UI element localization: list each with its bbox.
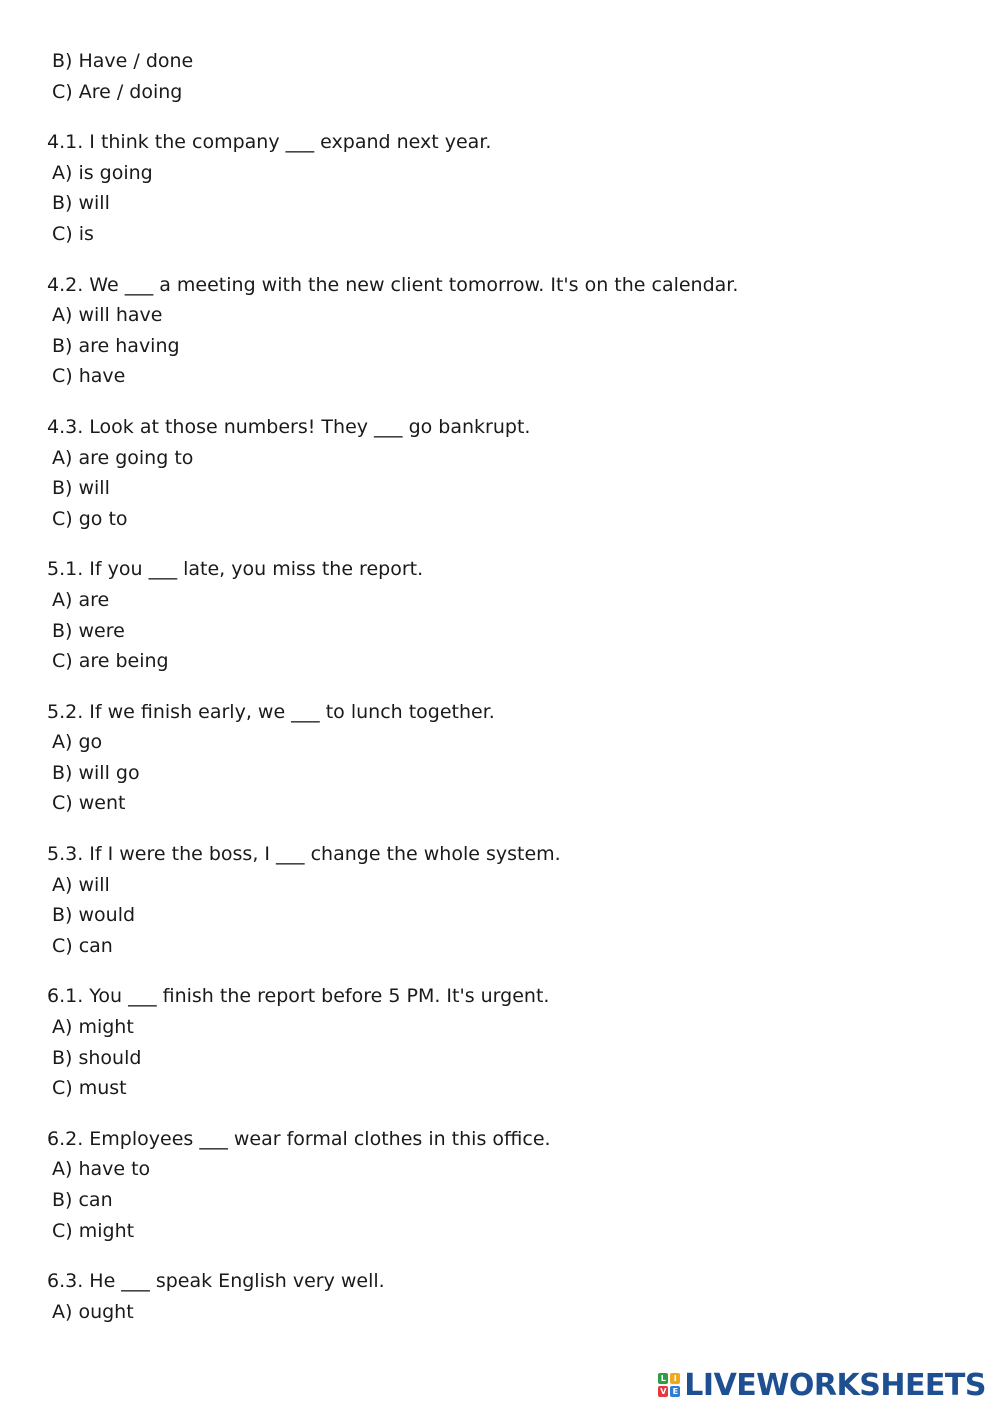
- answer-option[interactable]: C) must: [52, 1077, 127, 1100]
- answer-option[interactable]: B) will go: [52, 761, 140, 784]
- answer-option[interactable]: B) Have / done: [52, 50, 194, 72]
- question-prompt: 4.3. Look at those numbers! They ___ go bankrupt.: [47, 415, 531, 438]
- question-block: [47, 697, 947, 819]
- question-prompt: 4.1. I think the company ___ expand next year.: [47, 131, 492, 154]
- answer-option[interactable]: A) have to: [52, 1158, 151, 1181]
- logo-text: LIVEWORKSHEETS: [684, 1367, 986, 1403]
- answer-option[interactable]: B) would: [52, 904, 136, 927]
- liveworksheets-logo: [658, 1367, 986, 1403]
- answer-option[interactable]: C) Are / doing: [52, 80, 183, 103]
- question-prompt: 5.2. If we finish early, we ___ to lunch together.: [47, 700, 495, 723]
- logo-mark-cell: V: [660, 1387, 667, 1396]
- answer-option[interactable]: A) will have: [52, 304, 163, 327]
- answer-option[interactable]: C) go to: [52, 507, 128, 530]
- question-prompt: 6.2. Employees ___ wear formal clothes in this office.: [47, 1127, 551, 1150]
- answer-option[interactable]: B) will: [52, 192, 110, 215]
- answer-option[interactable]: C) have: [52, 365, 126, 388]
- answer-option[interactable]: A) are going to: [52, 446, 194, 469]
- question-block: [47, 981, 947, 1103]
- answer-option[interactable]: B) were: [52, 619, 125, 642]
- logo-mark-icon: [658, 1373, 680, 1397]
- question-block: [47, 1266, 947, 1327]
- answer-option[interactable]: C) went: [52, 792, 126, 815]
- answer-option[interactable]: A) might: [52, 1016, 134, 1039]
- answer-option[interactable]: B) can: [52, 1189, 113, 1211]
- answer-option[interactable]: C) might: [52, 1219, 135, 1242]
- answer-option[interactable]: A) go: [52, 731, 103, 754]
- answer-option[interactable]: B) are having: [52, 334, 180, 357]
- question-prompt: 6.3. He ___ speak English very well.: [47, 1270, 385, 1293]
- answer-option[interactable]: C) can: [52, 934, 113, 957]
- question-block: [47, 270, 947, 392]
- answer-option[interactable]: A) are: [52, 588, 110, 611]
- answer-option[interactable]: B) will: [52, 477, 110, 500]
- logo-mark-cell: I: [670, 1373, 680, 1384]
- answer-option[interactable]: C) are being: [52, 650, 169, 673]
- answer-option[interactable]: A) will: [52, 873, 110, 896]
- logo-mark-cell: L: [658, 1373, 668, 1384]
- answer-option[interactable]: A) is going: [52, 161, 153, 184]
- question-prompt: 4.2. We ___ a meeting with the new client tomorrow. It's on the calendar.: [47, 273, 739, 296]
- question-prompt: 5.1. If you ___ late, you miss the report.: [47, 558, 424, 581]
- question-prompt: 6.1. You ___ finish the report before 5 PM. It's urgent.: [47, 985, 550, 1008]
- question-block: [47, 127, 947, 249]
- question-block: [47, 46, 947, 107]
- answer-option[interactable]: B) should: [52, 1046, 142, 1069]
- question-block: [47, 554, 947, 676]
- answer-option[interactable]: C) is: [52, 222, 94, 245]
- question-block: [47, 839, 947, 961]
- question-block: [47, 412, 947, 534]
- answer-option[interactable]: A) ought: [52, 1300, 134, 1323]
- question-list: [47, 46, 947, 1327]
- question-prompt: 5.3. If I were the boss, I ___ change the whole system.: [47, 843, 561, 866]
- question-block: [47, 1124, 947, 1246]
- logo-mark-cell: E: [670, 1386, 680, 1397]
